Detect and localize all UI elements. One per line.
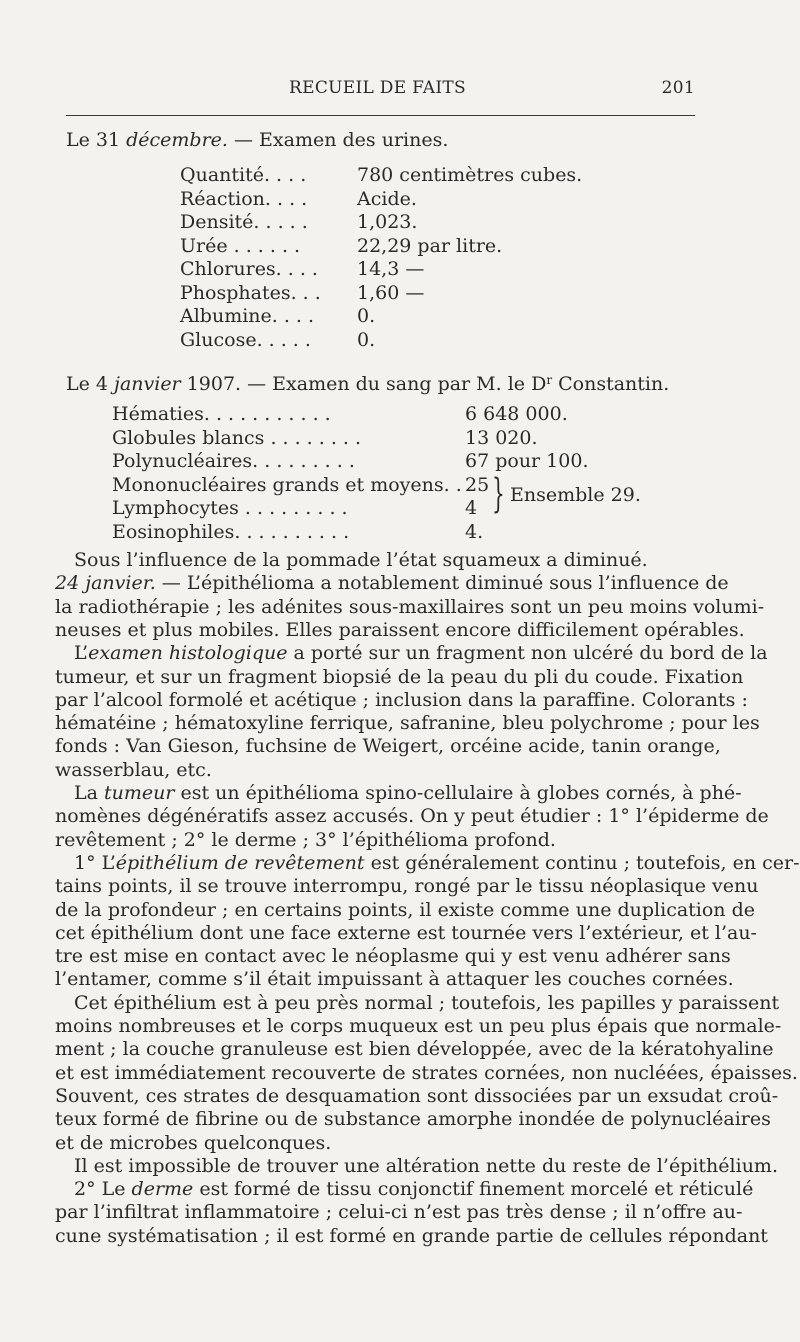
text-line: hématéine ; hématoxyline ferrique, safranine, bleu polychrome ; pour les (55, 712, 760, 735)
text-line: Sous l’influence de la pommade l’état squameux a diminué. (74, 549, 648, 571)
urine-row-value: 780 centimètres cubes. (357, 164, 583, 186)
urine-row-label: Glucose. . . . . (180, 328, 311, 351)
text-line: l’entamer, comme s’il était impuissant à attaquer les couches cornées. (55, 968, 734, 991)
urine-row-label: Urée . . . . . . (180, 234, 301, 257)
header-rule (66, 115, 695, 116)
text-line: nomènes dégénératifs assez accusés. On y peut étudier : 1° l’épiderme de (55, 805, 769, 828)
urine-row-label: Réaction. . . . (180, 187, 308, 210)
blood-row-value: 4. (465, 520, 484, 543)
text-line: et est immédiatement recouverte de strates cornées, non nucléées, épaisses. (55, 1061, 798, 1084)
blood-row-label: Mononucléaires grands et moyens. . (112, 473, 462, 496)
italic-term: épithélium de revêtement (115, 851, 365, 874)
blood-row-value: 25 (465, 473, 490, 496)
text-line: tains points, il se trouve interrompu, rongé par le tissu néoplasique venu (55, 875, 759, 898)
text-line: 2° Le derme est formé de tissu conjonctif finement morcelé et réticulé (74, 1178, 754, 1201)
urine-row-value: 14,3 — (357, 258, 425, 280)
urine-row-label: Chlorures. . . . (180, 258, 318, 280)
italic-term: 24 janvier. (55, 572, 156, 595)
text-line: Cet épithélium est à peu près normal ; toutefois, les papilles y paraissent (74, 991, 780, 1014)
blood-row-label: Eosinophiles. . . . . . . . . . (112, 520, 350, 543)
blood-ensemble: Ensemble 29. (510, 484, 641, 506)
urine-row-value: 0. (357, 328, 376, 351)
text-line: par l’infiltrat inflammatoire ; celui-ci n’est pas très dense ; il n’offre au- (55, 1201, 743, 1224)
text-line: L’examen histologique a porté sur un fragment non ulcéré du bord de la (74, 642, 768, 665)
text-line: fonds : Van Gieson, fuchsine de Weigert, orcéine acide, tanin orange, (55, 735, 721, 758)
text-line: la radiothérapie ; les adénites sous-maxillaires sont un peu moins volumi- (55, 595, 765, 618)
urine-row-value: 1,60 — (357, 281, 425, 304)
text-line: ment ; la couche granuleuse est bien développée, avec de la kératohyaline (55, 1038, 774, 1061)
blood-row-label: Hématies. . . . . . . . . . . (112, 403, 331, 425)
text-line: neuses et plus mobiles. Elles paraissent encore difficilement opérables. (55, 618, 745, 641)
text-line: de la profondeur ; en certains points, il existe comme une duplication de (55, 898, 755, 921)
text-line: Souvent, ces strates de desquamation sont dissociées par un exsudat croû- (55, 1084, 779, 1107)
running-header (60, 78, 695, 102)
brace: } (492, 471, 505, 517)
text-line: cet épithélium dont une face externe est tournée vers l’extérieur, et l’au- (55, 921, 757, 944)
text-line: 1° L’épithélium de revêtement est généralement continu ; toutefois, en cer- (74, 851, 800, 874)
text-line: La tumeur est un épithélioma spino-cellulaire à globes cornés, à phé- (74, 782, 742, 804)
blood-row-value: 4 (465, 497, 478, 519)
urine-row-value: 0. (357, 305, 376, 327)
text-line: wasserblau, etc. (55, 758, 212, 781)
blood-intro: Le 4 janvier 1907. — Examen du sang par M. le $D^r$ Constantin. (66, 373, 670, 395)
text-line: moins nombreuses et le corps muqueux est un peu plus épais que normale- (55, 1015, 782, 1037)
italic-term: examen histologique (88, 642, 288, 665)
text-line: Il est impossible de trouver une altération nette du reste de l’épithélium. (74, 1154, 778, 1177)
text-line: tumeur, et sur un fragment biopsié de la peau du pli du coude. Fixation (55, 665, 744, 688)
blood-row-value: 67 pour 100. (465, 450, 589, 472)
blood-row-label: Globules blancs . . . . . . . . (112, 426, 362, 449)
urine-row-label: Densité. . . . . (180, 211, 308, 233)
text-line: teux formé de fibrine ou de substance amorphe inondée de polynucléaires (55, 1108, 771, 1131)
text-line: cune systématisation ; il est formé en grande partie de cellules répondant (55, 1224, 768, 1247)
text-line: par l’alcool formolé et acétique ; inclusion dans la paraffine. Colorants : (55, 688, 748, 711)
urine-row-label: Phosphates. . . (180, 281, 321, 304)
urine-row-label: Quantité. . . . (180, 164, 307, 186)
blood-row-value: 13 020. (465, 426, 538, 449)
urine-row-value: 22,29 par litre. (357, 234, 503, 257)
text-line: revêtement ; 2° le derme ; 3° l’épithélioma profond. (55, 828, 556, 851)
text-line: 24 janvier. — L’épithélioma a notablement diminué sous l’influence de (55, 572, 729, 595)
urine-intro: Le 31 décembre. — Examen des urines. (66, 129, 449, 151)
blood-row-value: 6 648 000. (465, 403, 568, 425)
page-number: 201 (661, 78, 695, 98)
running-title: RECUEIL DE FAITS (289, 78, 466, 98)
urine-row-value: Acide. (357, 187, 417, 210)
text-line: tre est mise en contact avec le néoplasme qui y est venu adhérer sans (55, 945, 731, 968)
italic-term: derme (131, 1178, 194, 1201)
italic-term: tumeur (103, 782, 175, 804)
text-line: et de microbes quelconques. (55, 1131, 332, 1154)
blood-row-label: Polynucléaires. . . . . . . . . (112, 450, 355, 472)
urine-row-label: Albumine. . . . (180, 305, 315, 327)
urine-row-value: 1,023. (357, 211, 418, 233)
blood-row-label: Lymphocytes . . . . . . . . . (112, 497, 348, 519)
